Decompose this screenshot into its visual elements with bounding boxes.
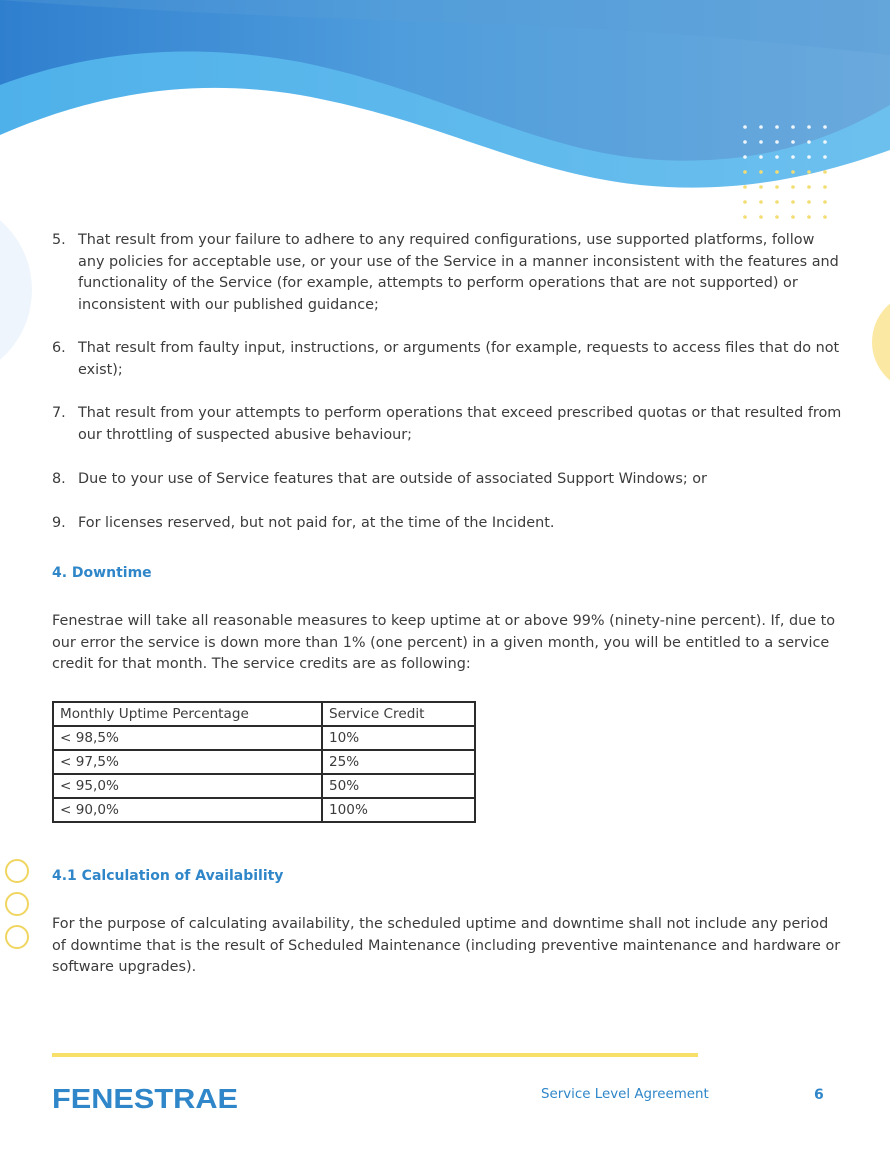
availability-paragraph: For the purpose of calculating availability, the scheduled uptime and downtime shall not include any period of downtime that is the result of Scheduled Maintenance (including preventive maintenance and hardware or software upgrades). [52,916,841,976]
section-heading-downtime: 4. Downtime [52,565,152,581]
ring-circles-decoration [6,860,28,948]
table-header-cell: Monthly Uptime Percentage [53,702,322,726]
list-item [52,403,842,469]
table-row [53,774,475,798]
table-cell: 25% [322,750,475,774]
table-cell: < 98,5% [53,726,322,750]
list-item-number: 5. [52,232,66,248]
table-cell: < 97,5% [53,750,322,774]
footer-divider [52,1053,698,1057]
list-item-number: 6. [52,340,66,356]
table-header-row [53,702,475,726]
list-item [52,469,842,513]
table-header-cell: Service Credit [322,702,475,726]
table-row [53,798,475,822]
list-item-number: 8. [52,471,66,487]
dot-grid-decoration [743,125,827,219]
list-item-text: For licenses reserved, but not paid for, at the time of the Incident. [78,515,555,531]
exclusions-list [52,230,842,535]
table-cell: < 95,0% [53,774,322,798]
list-item [52,230,842,338]
list-item-number: 7. [52,405,66,421]
page-number: 6 [814,1087,824,1103]
list-item [52,338,842,403]
logo-text: FENESTRAE [52,1083,238,1112]
table-row [53,750,475,774]
table-cell: 50% [322,774,475,798]
fenestrae-logo [52,1082,240,1112]
list-item-text: That result from your attempts to perform operations that exceed prescribed quotas or that resulted from our throttling of suspected abusive behaviour; [78,405,842,443]
list-item [52,513,842,535]
list-item-text: That result from faulty input, instructions, or arguments (for example, requests to access files that do not exist); [78,340,840,378]
list-item-text: That result from your failure to adhere to any required configurations, use supported platforms, follow any policies for acceptable use, or your use of the Service in a manner inconsistent with the features and functionality of the Service (for example, attempts to perform operations that are not supported) or inconsistent with our published guidance; [78,232,839,314]
table-cell: 100% [322,798,475,822]
list-item-text: Due to your use of Service features that are outside of associated Support Windows; or [78,471,707,487]
list-item-number: 9. [52,515,66,531]
table-cell: < 90,0% [53,798,322,822]
footer-document-title: Service Level Agreement [541,1087,709,1102]
table-row [53,726,475,750]
service-credit-table [52,701,476,823]
table-cell: 10% [322,726,475,750]
section-heading-availability: 4.1 Calculation of Availability [52,868,284,884]
downtime-paragraph: Fenestrae will take all reasonable measures to keep uptime at or above 99% (ninety-nine percent). If, due to our error the service is down more than 1% (one percent) in a given month, you will be entitled to a service credit for that month. The service credits are as following: [52,613,836,673]
